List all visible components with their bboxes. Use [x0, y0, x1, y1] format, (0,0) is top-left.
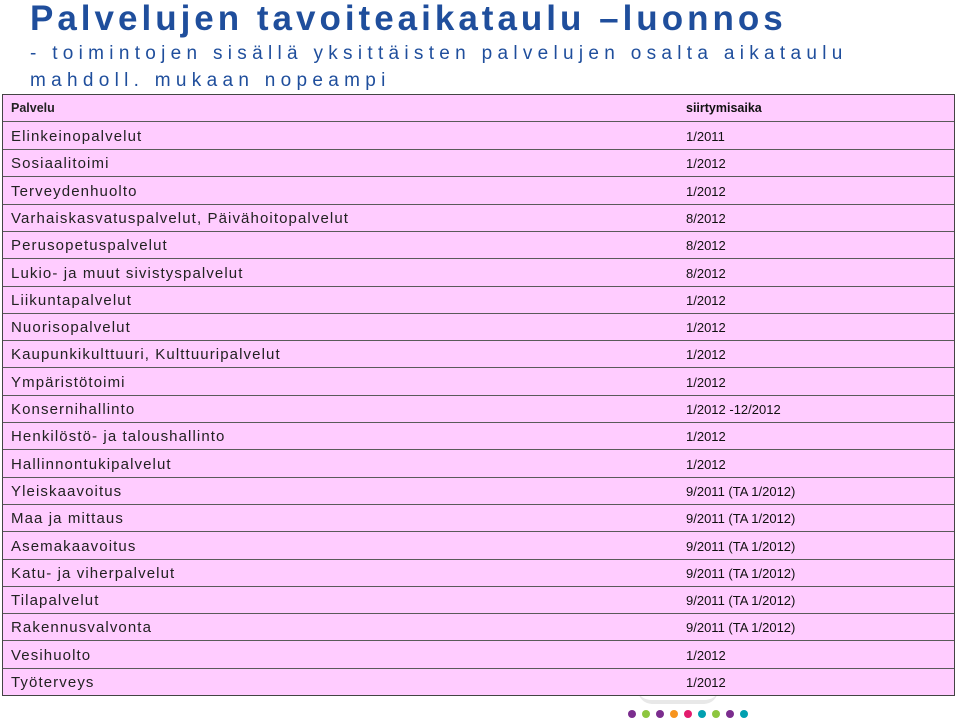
service-name: Yleiskaavoitus	[11, 482, 123, 500]
service-name: Katu- ja viherpalvelut	[11, 564, 176, 582]
transition-date: 1/2012	[686, 320, 726, 336]
table-row	[3, 396, 954, 423]
table-row	[3, 314, 954, 341]
service-name: Perusopetuspalvelut	[11, 237, 168, 255]
service-name: Liikuntapalvelut	[11, 291, 133, 309]
service-schedule-table	[2, 94, 955, 696]
transition-date: 1/2012	[686, 374, 726, 390]
table-row	[3, 341, 954, 368]
table-row	[3, 587, 954, 614]
table-row	[3, 150, 954, 177]
transition-date: 1/2012	[686, 456, 726, 472]
service-name: Vesihuolto	[11, 646, 92, 664]
table-row	[3, 369, 954, 396]
transition-date: 9/2011 (TA 1/2012)	[686, 620, 796, 636]
table-row	[3, 669, 954, 696]
table-row	[3, 123, 954, 150]
table-row	[3, 505, 954, 532]
logo-dot	[628, 710, 636, 718]
transition-date: 1/2012	[686, 647, 726, 663]
service-name: Tilapalvelut	[11, 592, 100, 610]
logo-dot	[684, 710, 692, 718]
page-title: Palvelujen tavoiteaikataulu –luonnos	[30, 0, 787, 38]
table-row	[3, 451, 954, 478]
service-name: Rakennusvalvonta	[11, 619, 153, 637]
header-transition-time: siirtymisaika	[686, 101, 762, 115]
table-row	[3, 642, 954, 669]
service-name: Elinkeinopalvelut	[11, 128, 143, 145]
transition-date: 1/2011	[686, 129, 725, 144]
service-name: Asemakaavoitus	[11, 537, 137, 555]
table-row	[3, 478, 954, 505]
table-header-row	[3, 95, 954, 122]
table-row	[3, 260, 954, 287]
table-row	[3, 560, 954, 587]
page-subtitle: - toimintojen sisällä yksittäisten palvelujen osalta aikataulu mahdoll. mukaan nopeampi	[30, 43, 848, 91]
service-name: Terveydenhuolto	[11, 182, 138, 200]
logo-dot	[712, 710, 720, 718]
transition-date: 8/2012	[686, 238, 726, 254]
logo-dot	[740, 710, 748, 718]
transition-date: 9/2011 (TA 1/2012)	[686, 538, 796, 554]
transition-date: 9/2011 (TA 1/2012)	[686, 483, 796, 499]
logo-dot	[726, 710, 734, 718]
header-service: Palvelu	[11, 101, 55, 115]
transition-date: 8/2012	[686, 210, 726, 226]
table-row	[3, 423, 954, 450]
service-name: Sosiaalitoimi	[11, 155, 110, 173]
service-name: Nuorisopalvelut	[11, 319, 131, 337]
service-name: Maa ja mittaus	[11, 510, 124, 528]
service-name: Hallinnontukipalvelut	[11, 455, 172, 473]
service-name: Työterveys	[11, 674, 95, 691]
table-row	[3, 287, 954, 314]
transition-date: 1/2012	[686, 183, 726, 199]
transition-date: 1/2012 -12/2012	[686, 402, 781, 417]
service-name: Kaupunkikulttuuri, Kulttuuripalvelut	[11, 346, 281, 364]
transition-date: 1/2012	[686, 156, 726, 172]
logo-dot	[642, 710, 650, 718]
service-name: Konsernihallinto	[11, 401, 136, 418]
service-name: Varhaiskasvatuspalvelut, Päivähoitopalvelut	[11, 209, 350, 227]
table-row	[3, 178, 954, 205]
logo-dot	[670, 710, 678, 718]
table-row	[3, 205, 954, 232]
table-row	[3, 533, 954, 560]
transition-date: 1/2012	[686, 292, 726, 308]
transition-date: 9/2011 (TA 1/2012)	[686, 565, 796, 581]
transition-date: 8/2012	[686, 265, 726, 281]
service-name: Henkilöstö- ja taloushallinto	[11, 428, 226, 446]
logo-dot	[698, 710, 706, 718]
service-name: Lukio- ja muut sivistyspalvelut	[11, 264, 244, 282]
transition-date: 1/2012	[686, 675, 726, 690]
service-name: Ympäristötoimi	[11, 373, 126, 391]
transition-date: 1/2012	[686, 429, 726, 445]
table-row	[3, 614, 954, 641]
transition-date: 1/2012	[686, 347, 726, 363]
logo-dot	[656, 710, 664, 718]
transition-date: 9/2011 (TA 1/2012)	[686, 511, 796, 527]
transition-date: 9/2011 (TA 1/2012)	[686, 593, 796, 609]
logo-dots	[628, 710, 748, 720]
table-row	[3, 232, 954, 259]
